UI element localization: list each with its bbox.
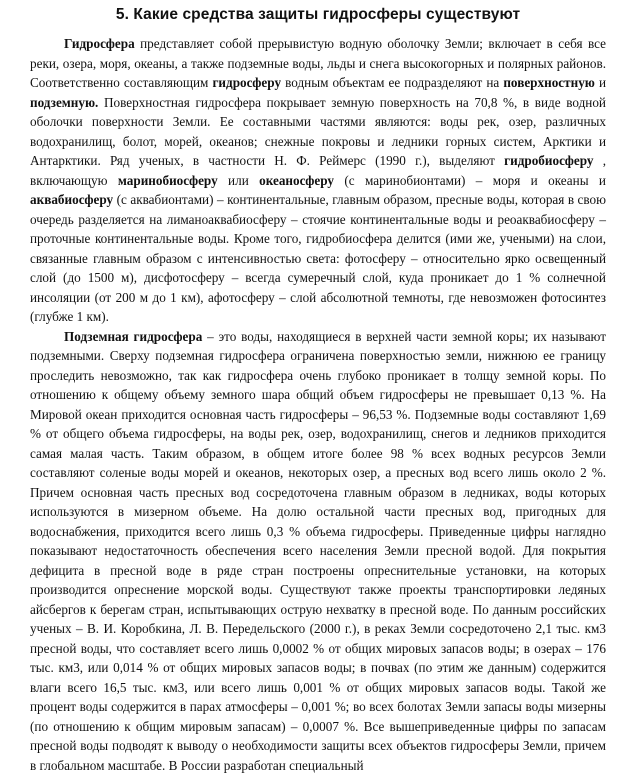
bold-term: океаносферу xyxy=(259,173,334,188)
bold-term: гидробиосферу xyxy=(504,153,593,168)
bold-term: гидросферу xyxy=(212,75,281,90)
bold-term: аквабиосферу xyxy=(30,192,113,207)
text-run: Поверхностная гидросфера покрывает земную поверхность на 70,8 %, в виде водной оболочки поверхности Земли. Ее составными частями являются: воды рек, озер, различных водохранилищ, болот, морей, океанов; снежные покровы и ледники горных систем, Арктики и Антарктики. Ряд ученых, в частности Н. Ф. Реймерс (1990 г.), выделяют xyxy=(30,95,606,169)
text-run: представляет собой прерывистую водную оболочку Земли; включает в себя все реки, озера, моря, океаны, а также подземные воды, льды и снега высокогорных и полярных районов. Соответственно составляющим xyxy=(30,36,606,90)
text-run: – это воды, находящиеся в верхней части земной коры; их называют подземными. Сверху подземная гидросфера ограничена поверхностью земли, нижнюю ее границу проследить невозможно, так как гидросфера очень глубоко проникает в толщу земной коры. По отношению к общему объему земного шара общий объем гидросферы не превышает 0,13 %. На Мировой океан приходится основная часть гидросферы – 96,53 %. Подземные воды составляют 1,69 % от общего объема гидросферы, на воды рек, озер, водохранилищ, снегов и ледников приходится самая малая часть. Таким образом, в общем итоге более 98 % всех водных ресурсов Земли составляют соленые воды морей и океанов, некоторых озер, а пресных вод всего лишь около 2 %. Причем основная часть пресных вод сосредоточена главным образом в ледниках, воды которых используются в мизерном объеме. На долю остальной части пресных вод, пригодных для водоснабжения, приходится всего лишь 0,3 % объема гидросферы. Приведенные цифры наглядно показывают недостаточность обеспечения всего населения Земли пресной водой. Для покрытия дефицита в пресной воде в ряде стран построены опреснительные установки, на которых производится опреснение морской воды. Существуют также проекты транспортировки ледяных айсбергов к берегам стран, испытывающих острую нехватку в пресной воде. По данным российских ученых – В. И. Коробкина, Л. В. Передельского (2000 г.), в реках Земли сосредоточено 2,1 тыс. км3 пресной воды, что составляет всего лишь 0,0002 % от общих мировых запасов воды; в озерах – 176 тыс. км3, или 0,014 % от общих мировых запасов воды; в почвах (по этим же данным) содержится влаги всего 16,5 тыс. км3, или всего лишь 0,001 % от общих мировых запасов воды. Такой же процент воды содержится в парах атмосферы – 0,001 %; во всех болотах Земли запасы воды мизерны (по отношению к общим мировым запасам) – 0,0007 %. Все вышеприведенные цифры по запасам пресной воды подводят к выводу о необходимости защиты всех объектов гидросферы Земли, причем в глобальном масштабе. В России разработан специальный xyxy=(30,329,606,773)
text-run: и xyxy=(595,75,606,90)
bold-term: поверхностную xyxy=(503,75,595,90)
bold-term: Гидросфера xyxy=(64,36,135,51)
text-run: или xyxy=(218,173,259,188)
paragraph-underground-hydrosphere xyxy=(30,327,606,775)
text-run: (с аквабионтами) – континентальные, главным образом, пресные воды, которая в свою очередь разделяется на лиманоаквабиосферу – стоячие континентальные воды и реоаквабиосферу – проточные континентальные воды. Кроме того, гидробиосфера делится (ими же, учеными) на слои, связанные главным образом с интенсивностью света: фотосферу – относительно ярко освещенный слой (до 1500 м), дисфотосферу – всегда сумеречный слой, куда проникает до 1 % солнечной инсоляции (от 200 м до 1 км), афотосферу – слой абсолютной темноты, где невозможен фотосинтез (глубже 1 км). xyxy=(30,192,606,324)
bold-term: маринобиосферу xyxy=(118,173,218,188)
text-run: водным объектам ее подразделяют на xyxy=(281,75,503,90)
paragraph-surface-hydrosphere xyxy=(30,34,606,327)
text-run: , включающую xyxy=(30,153,606,188)
bold-term: Подземная гидросфера xyxy=(64,329,202,344)
page-title: 5. Какие средства защиты гидросферы существуют xyxy=(30,6,606,24)
bold-term: подземную. xyxy=(30,95,98,110)
text-run: (с маринобионтами) – моря и океаны и xyxy=(334,173,606,188)
